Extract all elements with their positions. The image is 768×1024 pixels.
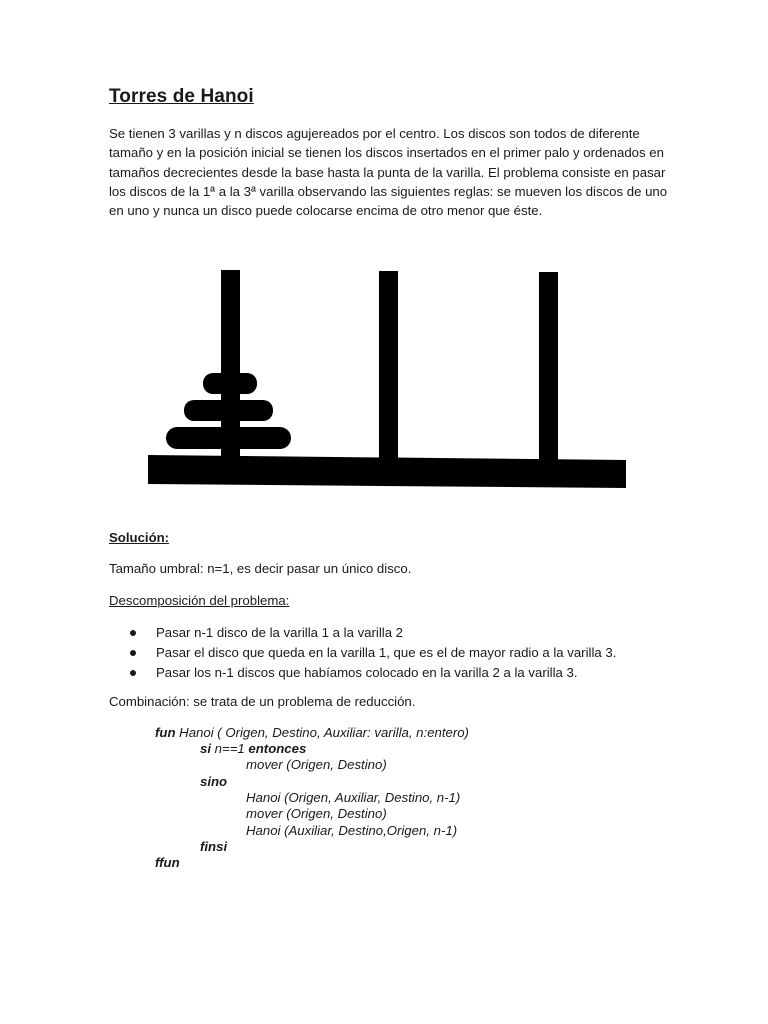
code-line-8 (200, 839, 227, 855)
code-line-7: Hanoi (Auxiliar, Destino,Origen, n-1) (246, 823, 458, 838)
code-line-1 (155, 725, 469, 741)
code-keyword: ffun (155, 855, 180, 870)
code-text: Hanoi ( Origen, Destino, Auxiliar: varilla, n:entero) (175, 725, 469, 740)
bullet-icon (130, 630, 136, 636)
code-keyword: entonces (248, 741, 307, 756)
list-item (130, 663, 616, 683)
page-title: Torres de Hanoi (109, 86, 254, 107)
solution-heading: Solución: (109, 530, 170, 545)
decomposition-list (130, 623, 616, 683)
combination-text: Combinación: se trata de un problema de reducción. (109, 694, 416, 709)
step-text: Pasar el disco que queda en la varilla 1, que es el de mayor radio a la varilla 3. (156, 645, 617, 660)
disc-small (203, 373, 257, 394)
disc-large (166, 427, 291, 449)
list-item (130, 643, 616, 663)
rod-3 (539, 272, 558, 462)
rod-2 (379, 271, 398, 461)
code-line-3: mover (Origen, Destino) (246, 757, 387, 772)
step-text: Pasar n-1 disco de la varilla 1 a la varilla 2 (156, 625, 404, 640)
tower-base (148, 455, 626, 488)
decomposition-heading: Descomposición del problema: (109, 593, 290, 608)
code-keyword: finsi (200, 839, 228, 854)
code-line-9 (155, 855, 180, 871)
rod-1 (221, 270, 240, 460)
code-line-2 (200, 741, 306, 757)
intro-paragraph: Se tienen 3 varillas y n discos agujereados por el centro. Los discos son todos de diferente tamaño y en la posición inicial se tienen los discos insertados en el primer palo y ordenados en tamaños decrecientes desde la base hasta la punta de la varilla. El problema consiste en pasar los discos de la 1ª a la 3ª varilla observando las siguientes reglas: se mueven los discos de uno en uno y nunca un disco puede colocarse encima de otro menor que éste. (109, 126, 668, 219)
code-keyword: fun (155, 725, 176, 740)
code-keyword: sino (200, 774, 228, 789)
code-keyword: si (200, 741, 211, 756)
bullet-icon (130, 650, 136, 656)
code-line-4 (200, 774, 227, 790)
list-item (130, 623, 616, 643)
bullet-icon (130, 670, 136, 676)
code-line-6: mover (Origen, Destino) (246, 806, 387, 821)
disc-medium (184, 400, 273, 421)
step-text: Pasar los n-1 discos que habíamos colocado en la varilla 2 a la varilla 3. (156, 665, 578, 680)
code-text: n==1 (211, 741, 249, 756)
threshold-text: Tamaño umbral: n=1, es decir pasar un único disco. (109, 561, 412, 576)
code-line-5: Hanoi (Origen, Auxiliar, Destino, n-1) (246, 790, 461, 805)
